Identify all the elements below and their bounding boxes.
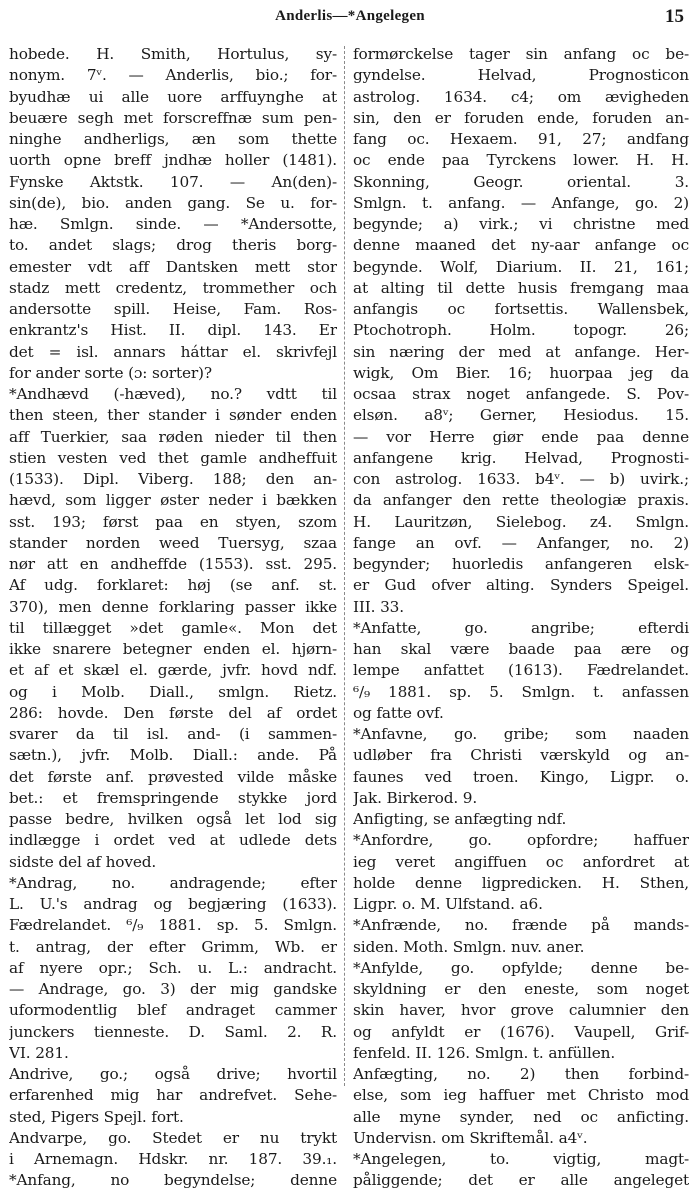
text-line: *Anfatte, go. angribe; efterdi (353, 618, 689, 637)
text-line: ieg veret angiffuen oc anfordret at (353, 852, 689, 871)
text-line: hobede. H. Smith, Hortulus, sy- (9, 45, 337, 63)
text-line: påliggende; det er alle angeleget (353, 1171, 689, 1190)
text-line: sin, den er foruden ende, foruden an- (353, 108, 689, 127)
text-line: fang oc. Hexaem. 91, 27; andfang (353, 130, 689, 148)
text-line: Andrive, go.; også drive; hvortil (9, 1065, 337, 1083)
text-line: *Andrag, no. andragende; efter (9, 873, 337, 892)
text-line: han skal være baade paa ære og (353, 640, 689, 658)
text-line: sin næring der med at anfange. Her- (353, 342, 689, 361)
text-line: Af udg. forklaret: høj (se anf. st. (9, 576, 337, 595)
text-line: et af et skæl el. gærde, jvfr. hovd ndf. (9, 661, 337, 680)
text-line: uformodentlig blef andraget cammer (9, 1001, 337, 1020)
text-line: ocsaa strax noget anfangede. S. Pov- (353, 385, 689, 403)
text-line: III. 33. (353, 597, 404, 616)
text-line: Andvarpe, go. Stedet er nu trykt (9, 1128, 337, 1147)
text-line: L. U.'s andrag og begjæring (1633). (9, 895, 337, 913)
text-line: hæ. Smlgn. sinde. — *Andersotte, (9, 215, 337, 233)
text-line: anfangene krig. Helvad, Prognosti- (353, 448, 689, 467)
running-head: Anderlis—*Angelegen (275, 8, 425, 24)
text-line: begynder; huorledis anfangeren elsk- (353, 555, 689, 573)
text-line: udløber fra Christi værskyld og an- (353, 746, 689, 765)
text-line: emester vdt aff Dantsken mett stor (9, 257, 337, 276)
text-line: nonym. 7ᵛ. — Anderlis, bio.; for- (9, 66, 337, 85)
text-line: Jak. Birkerod. 9. (353, 788, 478, 807)
text-line: sst. 193; først paa en styen, szom (9, 512, 337, 531)
text-line: anfangis oc fortsettis. Wallensbek, (353, 300, 689, 318)
text-line: — Andrage, go. 3) der mig gandske (9, 980, 337, 998)
text-line: og i Molb. Diall., smlgn. Rietz. (9, 682, 337, 701)
text-line: bet.: et fremspringende stykke jord (9, 788, 337, 807)
text-line: — vor Herre giør ende paa denne (353, 427, 689, 446)
text-line: *Angelegen, to. vigtig, magt- (353, 1150, 689, 1168)
text-line: wigk, Om Bier. 16; huorpaa jeg da (353, 363, 689, 382)
text-line: uorth opne breff jndhæ holler (1481). (9, 151, 337, 170)
text-line: t. antrag, der efter Grimm, Wb. er (9, 937, 337, 956)
text-line: skin haver, hvor grove calumnier den (353, 1001, 689, 1020)
text-line: VI. 281. (9, 1043, 69, 1062)
text-line: to. andet slags; drog theris borg- (9, 236, 337, 255)
text-line: svarer da til isl. and- (i sammen- (9, 725, 337, 743)
text-line: stadz mett credentz, trommether och (9, 278, 337, 297)
text-line: Fædrelandet. ⁶/₉ 1881. sp. 5. Smlgn. (9, 916, 337, 935)
text-line: stien vesten ved thet gamle andheffuit (9, 448, 337, 467)
text-line: 286: hovde. Den første del af ordet (9, 703, 337, 722)
text-line: skyldning er den eneste, som noget (353, 980, 689, 998)
text-line: siden. Moth. Smlgn. nuv. aner. (353, 937, 585, 956)
text-line: *Anfordre, go. opfordre; haffuer (353, 831, 689, 850)
text-line: then steen, ther stander i sønder enden (9, 406, 337, 425)
text-line: hævd, som ligger øster neder i bækken (9, 491, 337, 510)
column-divider (344, 46, 345, 1086)
text-line: Fynske Aktstk. 107. — An(den)- (9, 172, 337, 191)
text-line: Undervisn. om Skriftemål. a4ᵛ. (353, 1128, 588, 1147)
text-line: i Arnemagn. Hdskr. nr. 187. 39.₁. (9, 1150, 337, 1168)
text-line: elsøn. a8ᵛ; Gerner, Hesiodus. 15. (353, 406, 689, 425)
text-line: *Anfavne, go. gribe; som naaden (353, 725, 689, 743)
text-line: det første anf. prøvested vilde måske (9, 767, 337, 786)
text-line: Ligpr. o. M. Ulfstand. a6. (353, 895, 543, 913)
text-line: sætn.), jvfr. Molb. Diall.: ande. På (9, 746, 337, 765)
text-line: fange an ovf. — Anfanger, no. 2) (353, 533, 689, 552)
text-line: junckers tienneste. D. Saml. 2. R. (9, 1022, 337, 1041)
text-line: 370), men denne forklaring passer ikke (9, 597, 337, 616)
text-line: Skonning, Geogr. oriental. 3. (353, 172, 689, 191)
text-line: begynde; a) virk.; vi christne med (353, 215, 689, 233)
text-line: af nyere opr.; Sch. u. L.: andracht. (9, 958, 337, 977)
text-line: andersotte spill. Heise, Fam. Ros- (9, 300, 337, 318)
text-line: nør att en andheffde (1553). sst. 295. (9, 555, 337, 573)
text-line: erfarenhed mig har andrefvet. Sehe- (9, 1086, 337, 1105)
text-line: Anfægting, no. 2) then forbind- (353, 1065, 689, 1083)
text-line: *Anfrænde, no. frænde på mands- (353, 916, 689, 935)
text-line: lempe anfattet (1613). Fædrelandet. (353, 661, 689, 680)
text-line: til tillægget »det gamle«. Mon det (9, 618, 337, 637)
text-line: aff Tuerkier, saa røden nieder til then (9, 427, 337, 446)
text-line: at alting til dette husis fremgang maa (353, 278, 689, 297)
text-line: *Anfylde, go. opfylde; denne be- (353, 958, 689, 977)
text-line: sin(de), bio. anden gang. Se u. for- (9, 193, 337, 212)
text-line: faunes ved troen. Kingo, Ligpr. o. (353, 767, 689, 786)
text-line: Ptochotroph. Holm. topogr. 26; (353, 321, 689, 340)
text-line: byudhæ ui alle uore arffuynghe at (9, 87, 337, 106)
text-line: begynde. Wolf, Diarium. II. 21, 161; (353, 257, 689, 276)
text-line: con astrolog. 1633. b4ᵛ. — b) uvirk.; (353, 470, 689, 488)
text-line: ⁶/₉ 1881. sp. 5. Smlgn. t. anfassen (353, 682, 689, 701)
text-line: beuære segh met forscreffnæ sum pen- (9, 108, 337, 127)
text-line: og anfyldt er (1676). Vaupell, Grif- (353, 1022, 689, 1041)
text-line: ninghe andherligs, æn som thette (9, 130, 337, 148)
text-line: Smlgn. t. anfang. — Anfange, go. 2) (353, 193, 689, 212)
text-line: *Anfang, no begyndelse; denne (9, 1171, 337, 1190)
text-line: Anfigting, se anfægting ndf. (353, 810, 567, 828)
text-line: denne maaned det ny-aar anfange oc (353, 236, 689, 255)
text-line: da anfanger den rette theologiæ praxis. (353, 491, 689, 510)
text-line: fenfeld. II. 126. Smlgn. t. anfüllen. (353, 1043, 616, 1062)
left-column (9, 44, 337, 1192)
text-line: holde denne ligpredicken. H. Sthen, (353, 873, 689, 892)
text-line: ikke snarere betegner enden el. hjørn- (9, 640, 337, 658)
text-line: sidste del af hoved. (9, 852, 157, 871)
text-line: for ander sorte (ɔ: sorter)? (9, 363, 212, 382)
text-line: er Gud ofver alting. Synders Speigel. (353, 576, 689, 595)
text-line: else, som ieg haffuer met Christo mod (353, 1086, 689, 1105)
text-line: det = isl. annars háttar el. skrivfejl (9, 342, 337, 361)
text-line: stander norden weed Tuersyg, szaa (9, 533, 337, 552)
text-line: oc ende paa Tyrckens lower. H. H. (353, 151, 689, 170)
text-line: alle myne synder, ned oc anficting. (353, 1107, 689, 1126)
text-line: sted, Pigers Spejl. fort. (9, 1107, 184, 1126)
text-line: formørckelse tager sin anfang oc be- (353, 45, 689, 63)
text-line: indlægge i ordet ved at udlede dets (9, 831, 337, 850)
text-line: *Andhævd (-hæved), no.? vdtt til (9, 385, 337, 403)
right-column (353, 44, 689, 1192)
page-number: 15 (665, 6, 684, 27)
text-line: (1533). Dipl. Viberg. 188; den an- (9, 470, 337, 488)
text-line: og fatte ovf. (353, 703, 444, 722)
text-line: H. Lauritzøn, Sielebog. z4. Smlgn. (353, 512, 689, 531)
text-line: astrolog. 1634. c4; om ævigheden (353, 87, 689, 106)
text-line: gyndelse. Helvad, Prognosticon (353, 66, 689, 85)
page-header (0, 6, 700, 28)
text-line: passe bedre, hvilken også let lod sig (9, 810, 337, 828)
text-line: enkrantz's Hist. II. dipl. 143. Er (9, 321, 337, 340)
